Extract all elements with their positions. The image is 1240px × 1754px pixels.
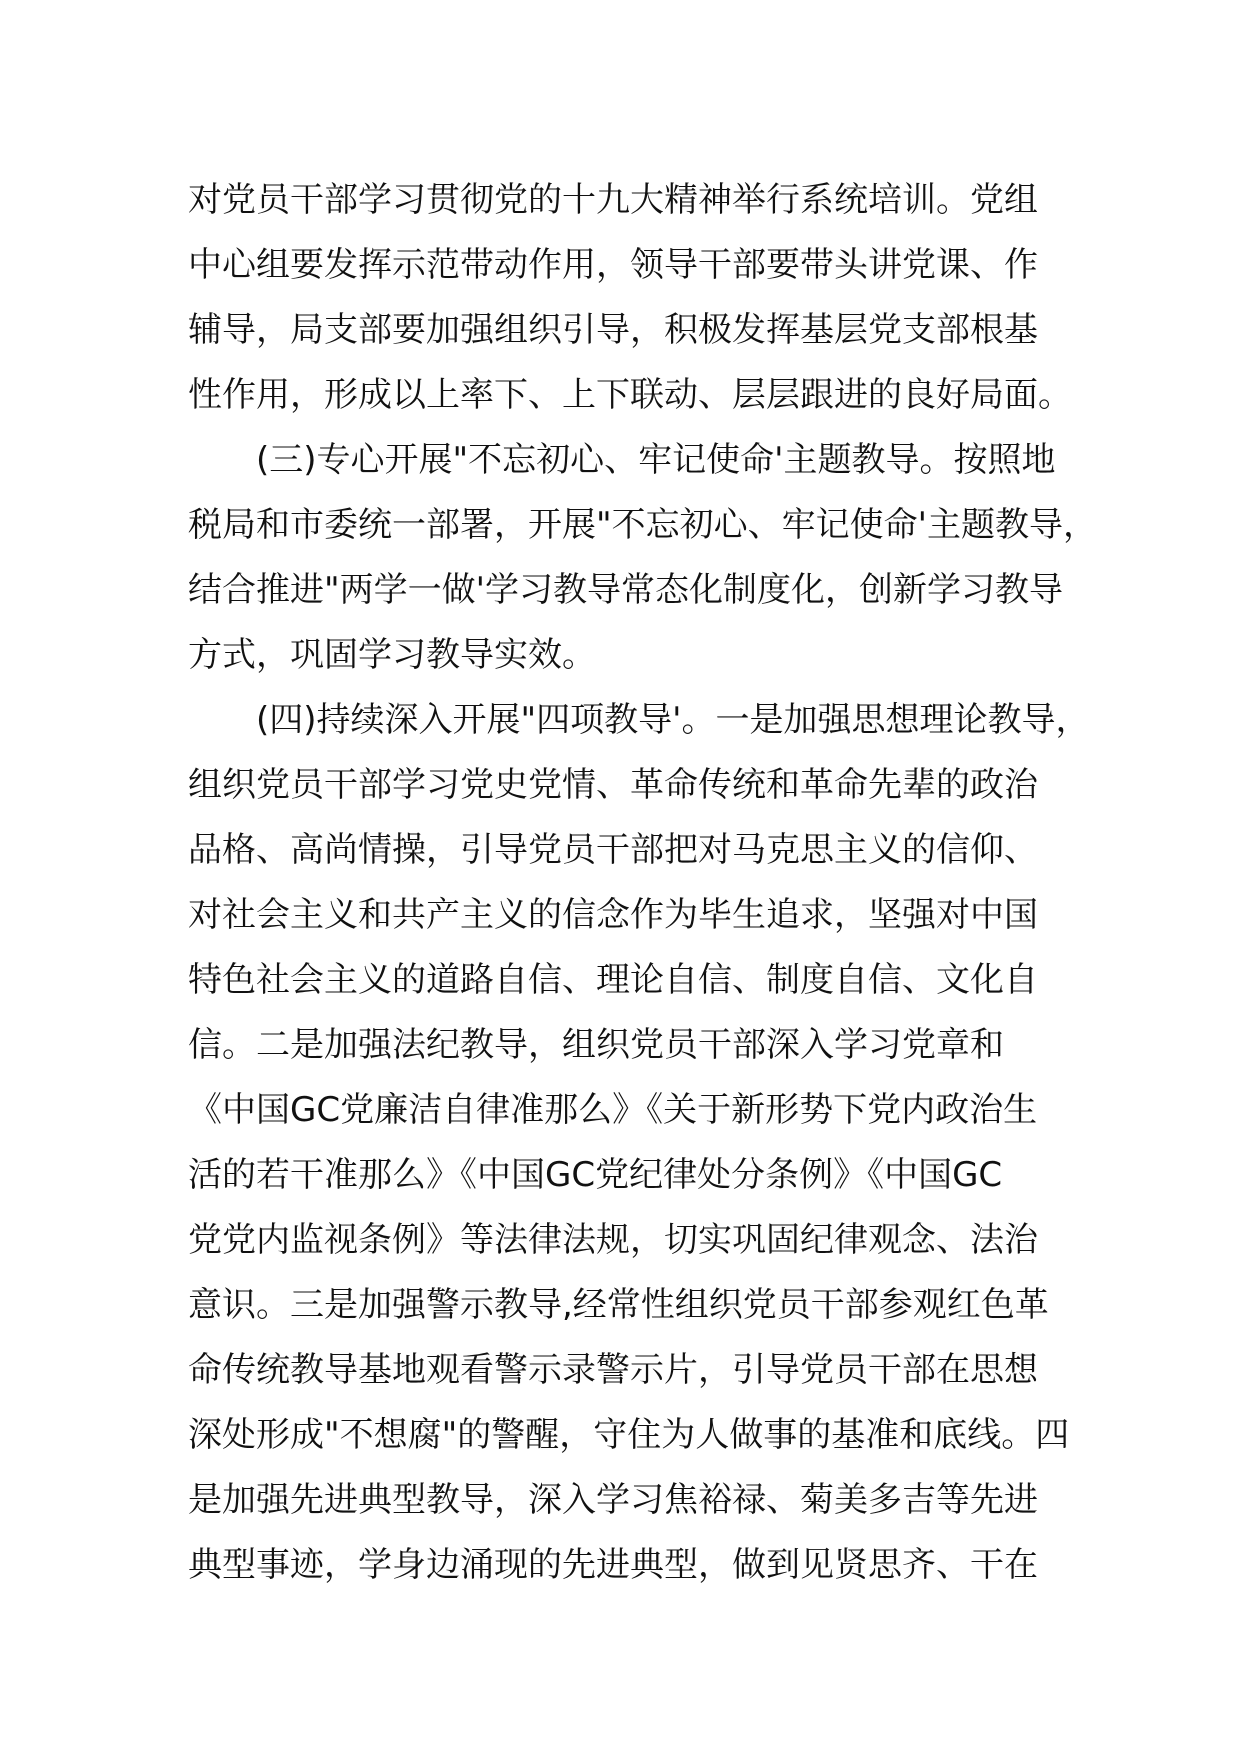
text-line: 意识。三是加强警示教导,经常性组织党员干部参观红色革 [188,1285,1049,1325]
text-line: 组织党员干部学习党史党情、革命传统和革命先辈的政治 [188,765,1038,805]
text-line: 税局和市委统一部署，开展"不忘初心、牢记使命'主题教导， [188,505,1097,545]
paragraph-start-line: (四)持续深入开展"四项教导'。一是加强思想理论教导， [256,700,1090,740]
text-line: 对党员干部学习贯彻党的十九大精神举行系统培训。党组 [188,180,1038,220]
text-line: 命传统教导基地观看警示录警示片，引导党员干部在思想 [188,1350,1038,1390]
text-line: 党党内监视条例》等法律法规，切实巩固纪律观念、法治 [188,1220,1038,1260]
text-line: 辅导，局支部要加强组织引导，积极发挥基层党支部根基 [188,310,1038,350]
text-line: 方式，巩固学习教导实效。 [188,635,596,675]
text-line: 典型事迹，学身边涌现的先进典型，做到见贤思齐、干在 [188,1545,1038,1585]
text-line: 对社会主义和共产主义的信念作为毕生追求，坚强对中国 [188,895,1038,935]
text-line: 活的若干准那么》《中国GC党纪律处分条例》《中国GC [188,1155,1003,1195]
text-line: 深处形成"不想腐"的警醒，守住为人做事的基准和底线。四 [188,1415,1070,1455]
text-line: 品格、高尚情操，引导党员干部把对马克思主义的信仰、 [188,830,1038,870]
text-line: 性作用，形成以上率下、上下联动、层层跟进的良好局面。 [188,375,1072,415]
text-line: 是加强先进典型教导，深入学习焦裕禄、菊美多吉等先进 [188,1480,1038,1520]
paragraph-start-line: (三)专心开展"不忘初心、牢记使命'主题教导。按照地 [256,440,1056,480]
text-line: 结合推进"两学一做'学习教导常态化制度化，创新学习教导 [188,570,1063,610]
text-line: 特色社会主义的道路自信、理论自信、制度自信、文化自 [188,960,1038,1000]
body-text [188,168,1097,1598]
text-line: 中心组要发挥示范带动作用，领导干部要带头讲党课、作 [188,245,1038,285]
text-line: 《中国GC党廉洁自律准那么》《关于新形势下党内政治生 [188,1090,1038,1130]
text-line: 信。二是加强法纪教导，组织党员干部深入学习党章和 [188,1025,1004,1065]
